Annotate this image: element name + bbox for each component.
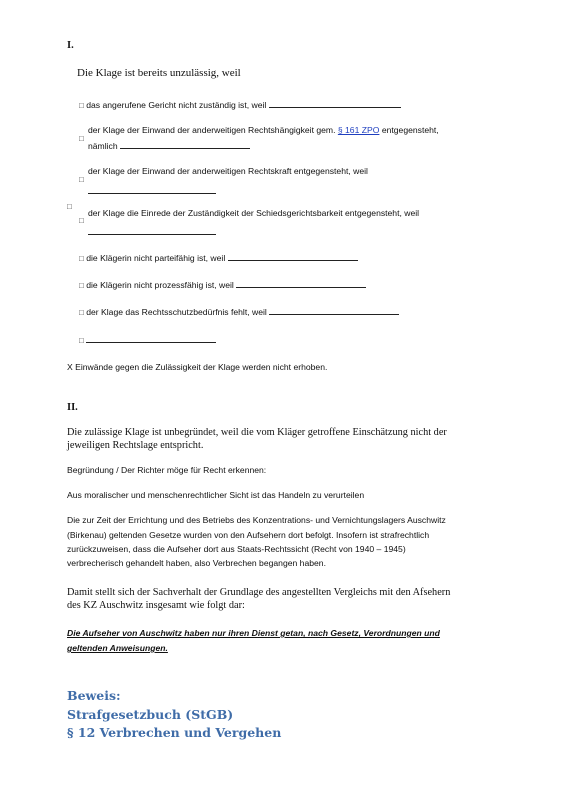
list-item (79, 279, 366, 290)
summary-line2: des KZ Auschwitz insgesamt wie folgt dar: (67, 600, 245, 611)
list-item: der Klage der Einwand der anderweitigen Rechtskraft entgegensteht, weil (88, 166, 368, 176)
list-item (79, 334, 216, 345)
checkbox[interactable]: □ (79, 101, 84, 110)
law-paragraph-line4: verbrecherisch gehandelt haben, also Verbrechen begangen haben. (67, 558, 326, 568)
zpo-link[interactable]: § 161 ZPO (337, 125, 380, 135)
moral-line: Aus moralischer und menschenrechtlicher Sicht ist das Handeln zu verurteilen (67, 490, 365, 500)
list-item-continuation (88, 140, 250, 151)
emphasis-line1: Die Aufseher von Auschwitz haben nur ihren Dienst getan, nach Gesetz, Verordnungen und (67, 628, 440, 638)
checkbox[interactable]: □ (67, 202, 72, 211)
blank-line[interactable] (269, 99, 401, 108)
section-heading-1: I. (67, 40, 74, 51)
checkbox[interactable]: □ (79, 216, 84, 225)
list-item (79, 252, 358, 263)
checkbox[interactable]: □ (79, 308, 84, 317)
list-item-continuation (88, 181, 216, 199)
section2-para1-line2: jeweiligen Rechtslage entspricht. (67, 440, 204, 451)
item-text: der Klage der Einwand der anderweitigen Rechtshängigkeit gem. (88, 125, 336, 135)
list-item-continuation (88, 222, 216, 240)
section-heading-2: II. (67, 402, 78, 413)
blank-line[interactable] (236, 279, 366, 288)
item-text: die Klägerin nicht parteifähig ist, weil (86, 253, 226, 263)
item-text: der Klage das Rechtsschutzbedürfnis fehlt, weil (86, 307, 267, 317)
blank-line[interactable] (86, 334, 216, 343)
list-item: der Klage die Einrede der Zuständigkeit der Schiedsgerichtsbarkeit entgegensteht, weil (88, 208, 420, 218)
emphasis-line2: geltenden Anweisungen. (67, 643, 168, 653)
blank-line[interactable] (88, 226, 216, 235)
section2-para1-line1: Die zulässige Klage ist unbegründet, weil die vom Kläger getroffene Einschätzung nicht der (67, 427, 447, 438)
beweis-line2: § 12 Verbrechen und Vergehen (67, 725, 282, 740)
checked-mark[interactable]: X (67, 362, 73, 372)
list-item (88, 125, 439, 135)
law-paragraph-line2: (Birkenau) geltenden Gesetze wurden von den Aufsehern dort befolgt. Insofern ist strafrechtlich (67, 530, 430, 540)
checkbox[interactable]: □ (79, 134, 84, 143)
section1-intro: Die Klage ist bereits unzulässig, weil (77, 67, 241, 79)
list-item (79, 306, 399, 317)
no-objection-line (67, 362, 327, 372)
checkbox[interactable]: □ (79, 254, 84, 263)
law-paragraph-line3: zurückzuweisen, dass die Aufseher dort aus Staats-Rechtssicht (Recht von 1940 – 1945) (67, 544, 406, 554)
checkbox[interactable]: □ (79, 175, 84, 184)
law-paragraph-line1: Die zur Zeit der Errichtung und des Betriebs des Konzentrations- und Vernichtungslagers Auschwitz (67, 515, 446, 525)
begruendung-line: Begründung / Der Richter möge für Recht erkennen: (67, 465, 267, 475)
item-text: nämlich (88, 141, 118, 151)
blank-line[interactable] (120, 140, 250, 149)
item-text: das angerufene Gericht nicht zuständig ist, weil (86, 100, 267, 110)
checkbox[interactable]: □ (79, 336, 84, 345)
list-item (79, 99, 401, 110)
blank-line[interactable] (269, 306, 399, 315)
beweis-line1: Strafgesetzbuch (StGB) (67, 707, 234, 722)
checkbox[interactable]: □ (79, 281, 84, 290)
blank-line[interactable] (88, 185, 216, 194)
beweis-title: Beweis: (67, 688, 121, 703)
item-text: entgegensteht, (381, 125, 439, 135)
no-objection-text: Einwände gegen die Zulässigkeit der Klage werden nicht erhoben. (75, 362, 328, 372)
summary-line1: Damit stellt sich der Sachverhalt der Grundlage des angestellten Vergleichs mit den Afsehern (67, 587, 451, 598)
item-text: die Klägerin nicht prozessfähig ist, weil (86, 280, 234, 290)
blank-line[interactable] (228, 252, 358, 261)
